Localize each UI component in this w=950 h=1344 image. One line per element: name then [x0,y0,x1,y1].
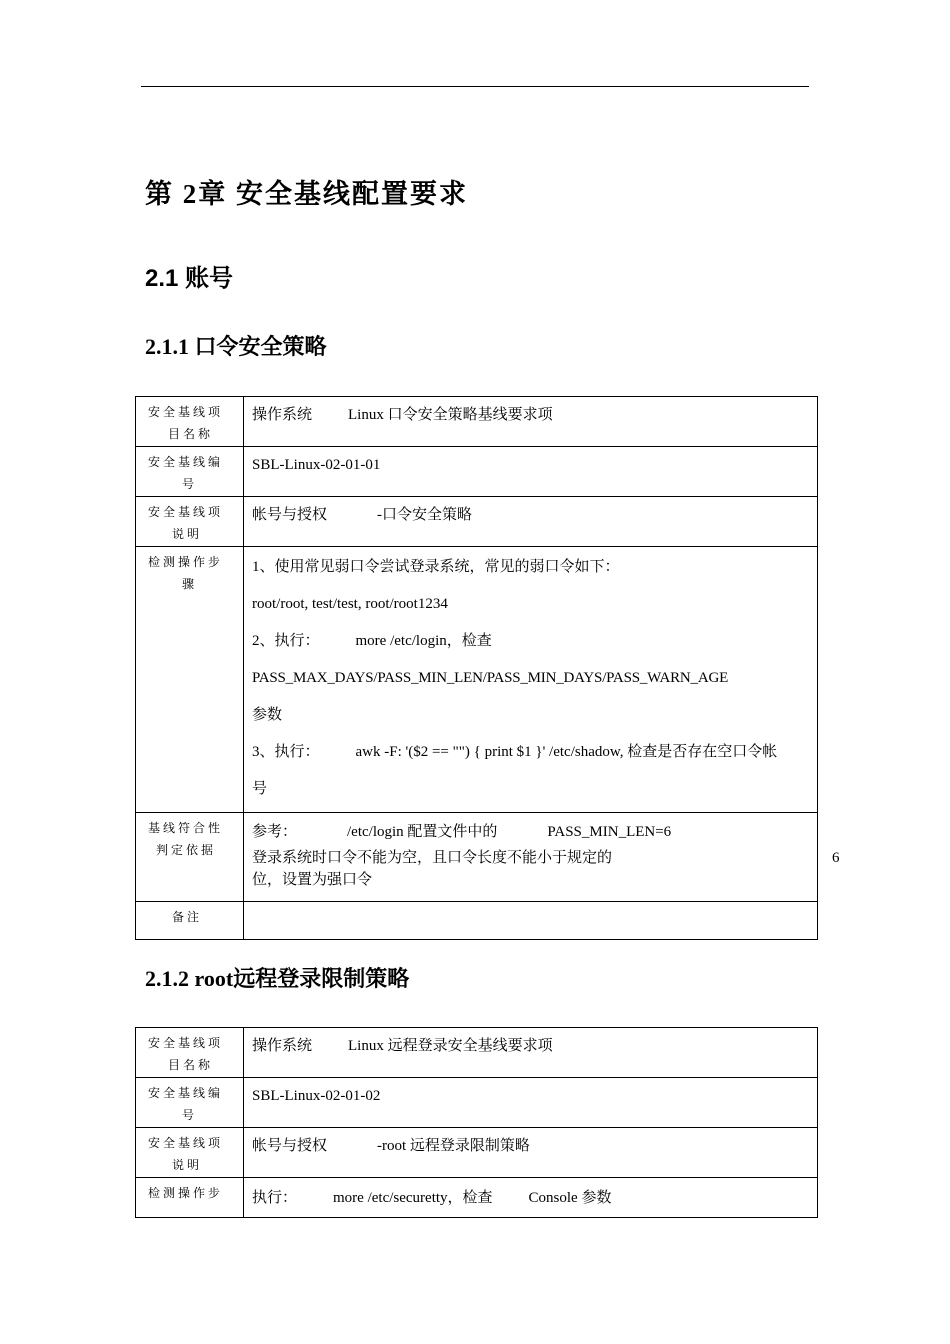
table-row-check-steps [136,547,818,813]
check-suffix: Console 参数 [528,1190,612,1206]
check-step-2-line-1 [252,623,809,660]
baseline-table-root-remote-login [135,1027,818,1218]
row-label [136,547,244,813]
label-line-2: 说明 [172,1158,203,1172]
row-value [244,497,818,547]
result-line-1-prefix: 参考： [252,824,298,840]
desc-value-prefix: 帐号与授权 [252,507,328,523]
item-value-main: Linux 远程登录安全基线要求项 [348,1038,553,1054]
result-line-1-path: /etc/login 配置文件中的 [347,824,498,840]
row-label: 备注 [136,902,244,940]
row-value [244,547,818,813]
check-step-2-cmd: more /etc/login，检查 [355,633,492,649]
row-value [244,1178,818,1218]
row-value [244,1128,818,1178]
table-row-check-steps [136,1178,818,1218]
table-row-judgement [136,813,818,902]
result-line-3: 位，设置为强口令 [252,872,373,888]
row-label: 检测操作步 [136,1178,244,1218]
result-line-2-num: 6 [832,850,840,866]
row-value: SBL-Linux-02-01-01 [244,447,818,497]
label-line-2: 目名称 [168,427,214,441]
baseline-table-password-policy [135,396,840,940]
label-line-2: 目名称 [168,1058,214,1072]
row-label [136,447,244,497]
row-value [244,902,818,940]
row-label [136,1028,244,1078]
check-step-3-prefix: 3、执行： [252,744,320,760]
label-line-2: 号 [182,1108,198,1122]
check-step-1-line-1: 1、使用常见弱口令尝试登录系统，常见的弱口令如下： [252,559,620,575]
item-value-prefix: 操作系统 [252,1038,313,1054]
row-label [136,813,244,902]
desc-value-main: -root 远程登录限制策略 [377,1138,530,1154]
result-line-2-main: 登录系统时口令不能为空，且口令长度不能小于规定的 [252,850,613,866]
check-step-3-line-2: 号 [252,781,268,797]
row-value: SBL-Linux-02-01-02 [244,1078,818,1128]
check-step-3-suffix: 检查是否存在空口令帐 [627,744,778,760]
check-step-2-line-3: 参数 [252,707,283,723]
chapter-title: 第 2章 安全基线配置要求 [145,179,468,209]
check-prefix: 执行： [252,1190,298,1206]
table-row-item-name [136,397,818,447]
subsection-title-password-policy: 2.1.1 口令安全策略 [145,334,327,359]
item-value-main: Linux 口令安全策略基线要求项 [348,407,553,423]
check-step-2-line-2: PASS_MAX_DAYS/PASS_MIN_LEN/PASS_MIN_DAYS/PASS_WARN_AGE [252,670,729,686]
check-step-1-line-2: root/root, test/test, root/root1234 [252,596,448,612]
item-value-prefix: 操作系统 [252,407,313,423]
row-label [136,497,244,547]
row-label [136,1078,244,1128]
table-row-note [136,902,818,940]
row-label [136,397,244,447]
label-line-1: 检测操作步 [148,555,224,569]
row-value [244,1028,818,1078]
label-line-1: 安全基线项 [148,1036,224,1050]
table-row-id [136,1078,818,1128]
label-line-1: 安全基线项 [148,505,224,519]
table-row-item-name [136,1028,818,1078]
desc-value-main: -口令安全策略 [377,507,473,523]
result-line-1 [252,817,809,847]
label-line-1: 安全基线项 [148,405,224,419]
table-row-id [136,447,818,497]
label-line-1: 安全基线项 [148,1136,224,1150]
subsection-title-root-remote-login: 2.1.2 root远程登录限制策略 [145,966,410,991]
label-line-1: 安全基线编 [148,455,224,469]
check-step-3-line-1 [252,734,809,771]
header-rule [141,86,809,87]
table-row-description [136,1128,818,1178]
row-value [244,813,840,902]
label-line-2: 号 [182,477,198,491]
label-line-1: 基线符合性 [148,821,224,835]
desc-value-prefix: 帐号与授权 [252,1138,328,1154]
section-title: 2.1 账号 [145,265,234,292]
row-label [136,1128,244,1178]
label-line-2: 骤 [182,577,198,591]
label-line-2: 说明 [172,527,203,541]
result-line-2 [252,847,840,869]
label-line-2: 判定依据 [156,843,217,857]
result-line-1-value: PASS_MIN_LEN=6 [547,824,672,840]
check-cmd: more /etc/securetty，检查 [333,1190,493,1206]
table-row-description [136,497,818,547]
check-step-3-cmd: awk -F: '($2 == "") { print $1 }' /etc/shadow, [355,744,624,760]
label-line-1: 安全基线编 [148,1086,224,1100]
row-value [244,397,818,447]
check-step-2-prefix: 2、执行： [252,633,320,649]
